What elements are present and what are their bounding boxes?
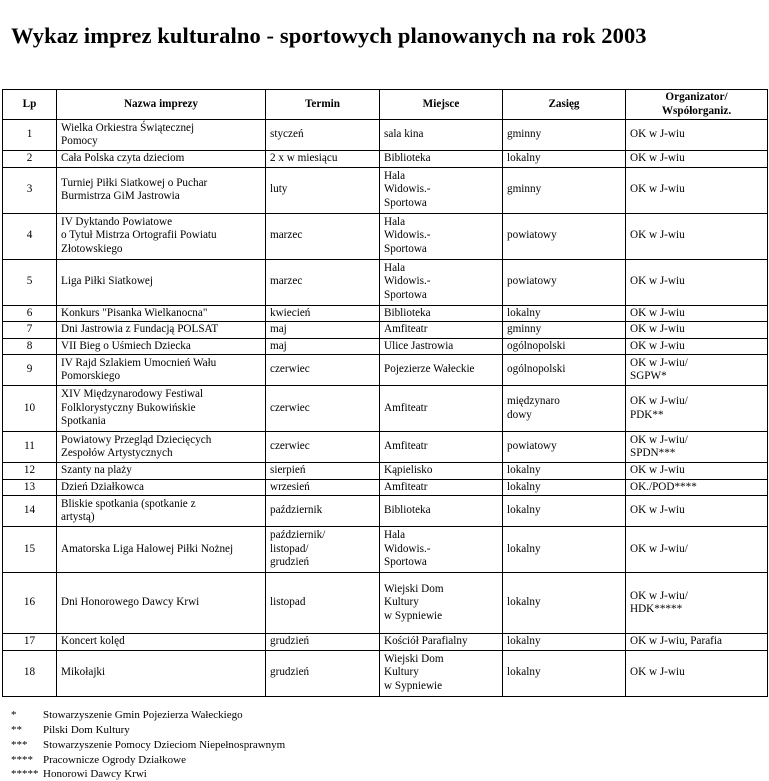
table-cell: 17: [3, 634, 57, 651]
table-row: [3, 120, 768, 151]
table-cell: kwiecień: [266, 305, 380, 322]
table-cell: Amfiteatr: [380, 432, 503, 463]
footnote-mark: **: [11, 724, 22, 736]
table-cell: ogólnopolski: [503, 355, 626, 386]
table-cell: OK w J-wiu/: [626, 527, 768, 573]
footnote: [11, 768, 147, 781]
footnote-text: Stowarzyszenie Pomocy Dzieciom Niepełnosprawnym: [43, 739, 286, 751]
table-row: [3, 322, 768, 339]
column-header: Organizator/ Współorganiz.: [626, 90, 768, 120]
table-cell: Biblioteka: [380, 305, 503, 322]
table-cell: OK w J-wiu/ PDK**: [626, 386, 768, 432]
table-cell: Ulice Jastrowia: [380, 338, 503, 355]
table-cell: Hala Widowis.- Sportowa: [380, 527, 503, 573]
table-header-row: [3, 90, 768, 120]
column-header: Miejsce: [380, 90, 503, 120]
table-row: [3, 305, 768, 322]
table-cell: Hala Widowis.- Sportowa: [380, 167, 503, 213]
table-cell: Turniej Piłki Siatkowej o Puchar Burmistrza GiM Jastrowia: [57, 167, 266, 213]
table-row: [3, 213, 768, 259]
table-cell: gminny: [503, 322, 626, 339]
table-cell: Dni Honorowego Dawcy Krwi: [57, 573, 266, 634]
table-cell: Amatorska Liga Halowej Piłki Nożnej: [57, 527, 266, 573]
table-cell: Amfiteatr: [380, 479, 503, 496]
table-cell: Hala Widowis.- Sportowa: [380, 213, 503, 259]
table-cell: lokalny: [503, 527, 626, 573]
table-cell: 10: [3, 386, 57, 432]
footnote-text: Pilski Dom Kultury: [43, 724, 130, 736]
table-cell: 12: [3, 463, 57, 480]
table-cell: sierpień: [266, 463, 380, 480]
table-cell: czerwiec: [266, 386, 380, 432]
table-cell: 14: [3, 496, 57, 527]
table-cell: OK w J-wiu: [626, 213, 768, 259]
table-cell: OK w J-wiu: [626, 496, 768, 527]
table-cell: 7: [3, 322, 57, 339]
table-row: [3, 259, 768, 305]
table-cell: 9: [3, 355, 57, 386]
table-cell: międzynaro dowy: [503, 386, 626, 432]
table-cell: 6: [3, 305, 57, 322]
table-cell: Biblioteka: [380, 151, 503, 168]
table-cell: maj: [266, 338, 380, 355]
table-cell: OK w J-wiu: [626, 463, 768, 480]
table-cell: 11: [3, 432, 57, 463]
table-cell: OK w J-wiu: [626, 338, 768, 355]
table-cell: lokalny: [503, 479, 626, 496]
footnote-mark: ****: [11, 754, 33, 766]
table-cell: Pojezierze Wałeckie: [380, 355, 503, 386]
column-header: Nazwa imprezy: [57, 90, 266, 120]
table-cell: sala kina: [380, 120, 503, 151]
table-cell: OK w J-wiu: [626, 151, 768, 168]
table-cell: Powiatowy Przegląd Dziecięcych Zespołów Artystycznych: [57, 432, 266, 463]
table-cell: Wielka Orkiestra Świątecznej Pomocy: [57, 120, 266, 151]
table-cell: powiatowy: [503, 213, 626, 259]
table-cell: październik: [266, 496, 380, 527]
table-cell: listopad: [266, 573, 380, 634]
table-cell: Hala Widowis.- Sportowa: [380, 259, 503, 305]
table-cell: Bliskie spotkania (spotkanie z artystą): [57, 496, 266, 527]
table-cell: OK w J-wiu/ SPDN***: [626, 432, 768, 463]
table-row: [3, 573, 768, 634]
table-cell: 8: [3, 338, 57, 355]
table-cell: 18: [3, 650, 57, 696]
table-cell: 5: [3, 259, 57, 305]
table-row: [3, 650, 768, 696]
table-cell: OK w J-wiu: [626, 259, 768, 305]
table-cell: OK w J-wiu: [626, 650, 768, 696]
table-cell: Wiejski Dom Kultury w Sypniewie: [380, 650, 503, 696]
table-cell: lokalny: [503, 305, 626, 322]
table-cell: 16: [3, 573, 57, 634]
table-cell: Liga Piłki Siatkowej: [57, 259, 266, 305]
table-cell: 4: [3, 213, 57, 259]
table-cell: październik/ listopad/ grudzień: [266, 527, 380, 573]
table-cell: IV Rajd Szlakiem Umocnień Wału Pomorskiego: [57, 355, 266, 386]
events-table: [2, 89, 768, 697]
table-row: [3, 496, 768, 527]
table-cell: grudzień: [266, 650, 380, 696]
footnote-text: Stowarzyszenie Gmin Pojezierza Wałeckiego: [43, 709, 243, 721]
table-cell: XIV Międzynarodowy Festiwal Folklorystyczny Bukowińskie Spotkania: [57, 386, 266, 432]
footnote: [11, 739, 285, 752]
table-cell: Konkurs "Pisanka Wielkanocna": [57, 305, 266, 322]
table-row: [3, 479, 768, 496]
table-cell: Dni Jastrowia z Fundacją POLSAT: [57, 322, 266, 339]
page-title: Wykaz imprez kulturalno - sportowych planowanych na rok 2003: [11, 23, 647, 48]
table-cell: Kąpielisko: [380, 463, 503, 480]
table-cell: OK w J-wiu: [626, 167, 768, 213]
table-row: [3, 432, 768, 463]
table-cell: VII Bieg o Uśmiech Dziecka: [57, 338, 266, 355]
footnote: [11, 754, 186, 767]
column-header: Lp: [3, 90, 57, 120]
table-cell: lokalny: [503, 573, 626, 634]
table-cell: 1: [3, 120, 57, 151]
table-cell: Kościół Parafialny: [380, 634, 503, 651]
table-cell: ogólnopolski: [503, 338, 626, 355]
footnote-mark: ***: [11, 739, 28, 751]
footnote-text: Honorowi Dawcy Krwi: [43, 768, 147, 780]
table-row: [3, 634, 768, 651]
table-cell: styczeń: [266, 120, 380, 151]
table-cell: Wiejski Dom Kultury w Sypniewie: [380, 573, 503, 634]
table-row: [3, 338, 768, 355]
column-header: Termin: [266, 90, 380, 120]
table-cell: czerwiec: [266, 432, 380, 463]
table-cell: lokalny: [503, 151, 626, 168]
table-cell: gminny: [503, 120, 626, 151]
table-cell: 2 x w miesiącu: [266, 151, 380, 168]
table-cell: lokalny: [503, 496, 626, 527]
table-cell: Amfiteatr: [380, 386, 503, 432]
table-cell: Biblioteka: [380, 496, 503, 527]
table-cell: 15: [3, 527, 57, 573]
table-cell: Szanty na plaży: [57, 463, 266, 480]
table-cell: marzec: [266, 259, 380, 305]
table-row: [3, 355, 768, 386]
table-cell: OK w J-wiu/ HDK*****: [626, 573, 768, 634]
footnote: [11, 709, 243, 722]
footnote-text: Pracownicze Ogrody Działkowe: [43, 754, 186, 766]
table-cell: OK./POD****: [626, 479, 768, 496]
table-cell: powiatowy: [503, 432, 626, 463]
table-cell: Koncert kolęd: [57, 634, 266, 651]
column-header: Zasięg: [503, 90, 626, 120]
table-cell: lokalny: [503, 650, 626, 696]
table-cell: luty: [266, 167, 380, 213]
table-cell: Amfiteatr: [380, 322, 503, 339]
table-cell: 13: [3, 479, 57, 496]
table-cell: gminny: [503, 167, 626, 213]
table-cell: powiatowy: [503, 259, 626, 305]
table-cell: IV Dyktando Powiatowe o Tytuł Mistrza Ortografii Powiatu Złotowskiego: [57, 213, 266, 259]
table-cell: maj: [266, 322, 380, 339]
footnote-mark: *: [11, 709, 17, 721]
table-cell: lokalny: [503, 463, 626, 480]
footnote-mark: *****: [11, 768, 39, 780]
table-cell: marzec: [266, 213, 380, 259]
table-cell: Dzień Działkowca: [57, 479, 266, 496]
table-cell: Cała Polska czyta dzieciom: [57, 151, 266, 168]
table-row: [3, 386, 768, 432]
table-cell: OK w J-wiu, Parafia: [626, 634, 768, 651]
table-cell: grudzień: [266, 634, 380, 651]
table-cell: lokalny: [503, 634, 626, 651]
table-row: [3, 463, 768, 480]
table-cell: wrzesień: [266, 479, 380, 496]
table-cell: 3: [3, 167, 57, 213]
table-cell: 2: [3, 151, 57, 168]
table-cell: OK w J-wiu/ SGPW*: [626, 355, 768, 386]
table-cell: OK w J-wiu: [626, 120, 768, 151]
table-row: [3, 527, 768, 573]
table-row: [3, 167, 768, 213]
table-cell: OK w J-wiu: [626, 305, 768, 322]
table-cell: czerwiec: [266, 355, 380, 386]
table-cell: Mikołajki: [57, 650, 266, 696]
table-row: [3, 151, 768, 168]
footnote: [11, 724, 130, 737]
table-cell: OK w J-wiu: [626, 322, 768, 339]
